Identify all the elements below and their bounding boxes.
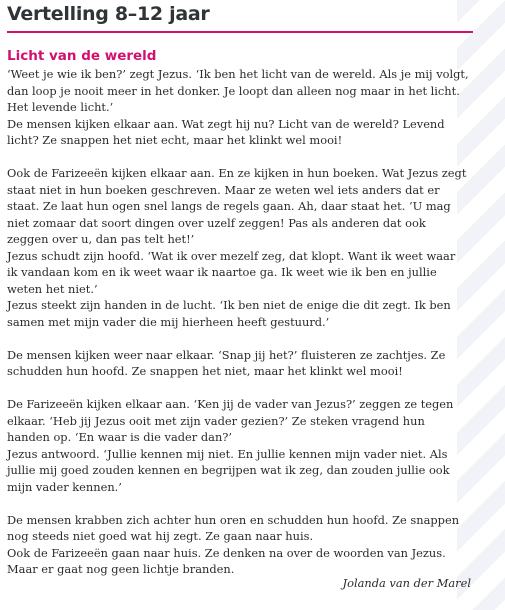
story-paragraph: De mensen kijken weer naar elkaar. ‘Snap jij het?’ fluisteren ze zachtjes. Ze schudden hun hoofd. Ze snappen het niet, maar het klinkt wel mooi! bbox=[7, 347, 446, 378]
page-title: Vertelling 8–12 jaar bbox=[7, 3, 210, 25]
story-paragraph: Ook de Farizeeën kijken elkaar aan. En ze kijken in hun boeken. Wat Jezus zegt staat niet in hun boeken geschreven. Maar ze weten wel iets anders dat er staat. Ze laat hun ogen snel langs de regels gaan. Ah, daar staat het. ‘U mag niet zomaar dat soort dingen over uzelf zeggen! Pas als anderen dat ook zeggen over u, dan pas telt het!’ Jezus schudt zijn hoofd. ‘Wat ik over mezelf zeg, dat klopt. Want ik weet waar ik vandaan kom en ik weet waar ik naartoe ga. Ik weet wie ik ben en jullie weten het niet.’ Jezus steekt zijn handen in de lucht. ‘Ik ben niet de enige die dit zegt. Ik ben samen met mijn vader die mij hierheen heeft gestuurd.’ bbox=[7, 166, 467, 329]
story-paragraph: De Farizeeën kijken elkaar aan. ‘Ken jij de vader van Jezus?’ zeggen ze tegen elkaar. ‘Heb jij Jezus ooit met zijn vader gezien?’ Ze steken vragend hun handen op. ‘En waar is die vader dan?’ Jezus antwoord. ‘Jullie kennen mij niet. En jullie kennen mijn vader niet. Als jullie mij goed zouden kennen en begrijpen wat ik zeg, dan zouden jullie ook mijn vader kennen.’ bbox=[7, 397, 454, 494]
story-title: Licht van de wereld bbox=[7, 48, 157, 64]
title-underline bbox=[7, 31, 473, 33]
author-credit: Jolanda van der Marel bbox=[342, 576, 471, 590]
story-paragraph: ‘Weet je wie ik ben?’ zegt Jezus. ‘Ik ben het licht van de wereld. Als je mij volgt, dan loop je nooit meer in het donker. Je loopt dan alleen nog maar in het licht. Het levende licht.’ De mensen kijken elkaar aan. Wat zegt hij nu? Licht van de wereld? Levend licht? Ze snappen het niet echt, maar het klinkt wel mooi! bbox=[7, 67, 469, 147]
story-body bbox=[7, 66, 469, 578]
story-paragraph: De mensen krabben zich achter hun oren en schudden hun hoofd. Ze snappen nog steeds niet goed wat hij zegt. Ze gaan naar huis. Ook de Farizeeën gaan naar huis. Ze denken na over de woorden van Jezus. Maar er gaat nog geen lichtje branden. bbox=[7, 512, 460, 576]
